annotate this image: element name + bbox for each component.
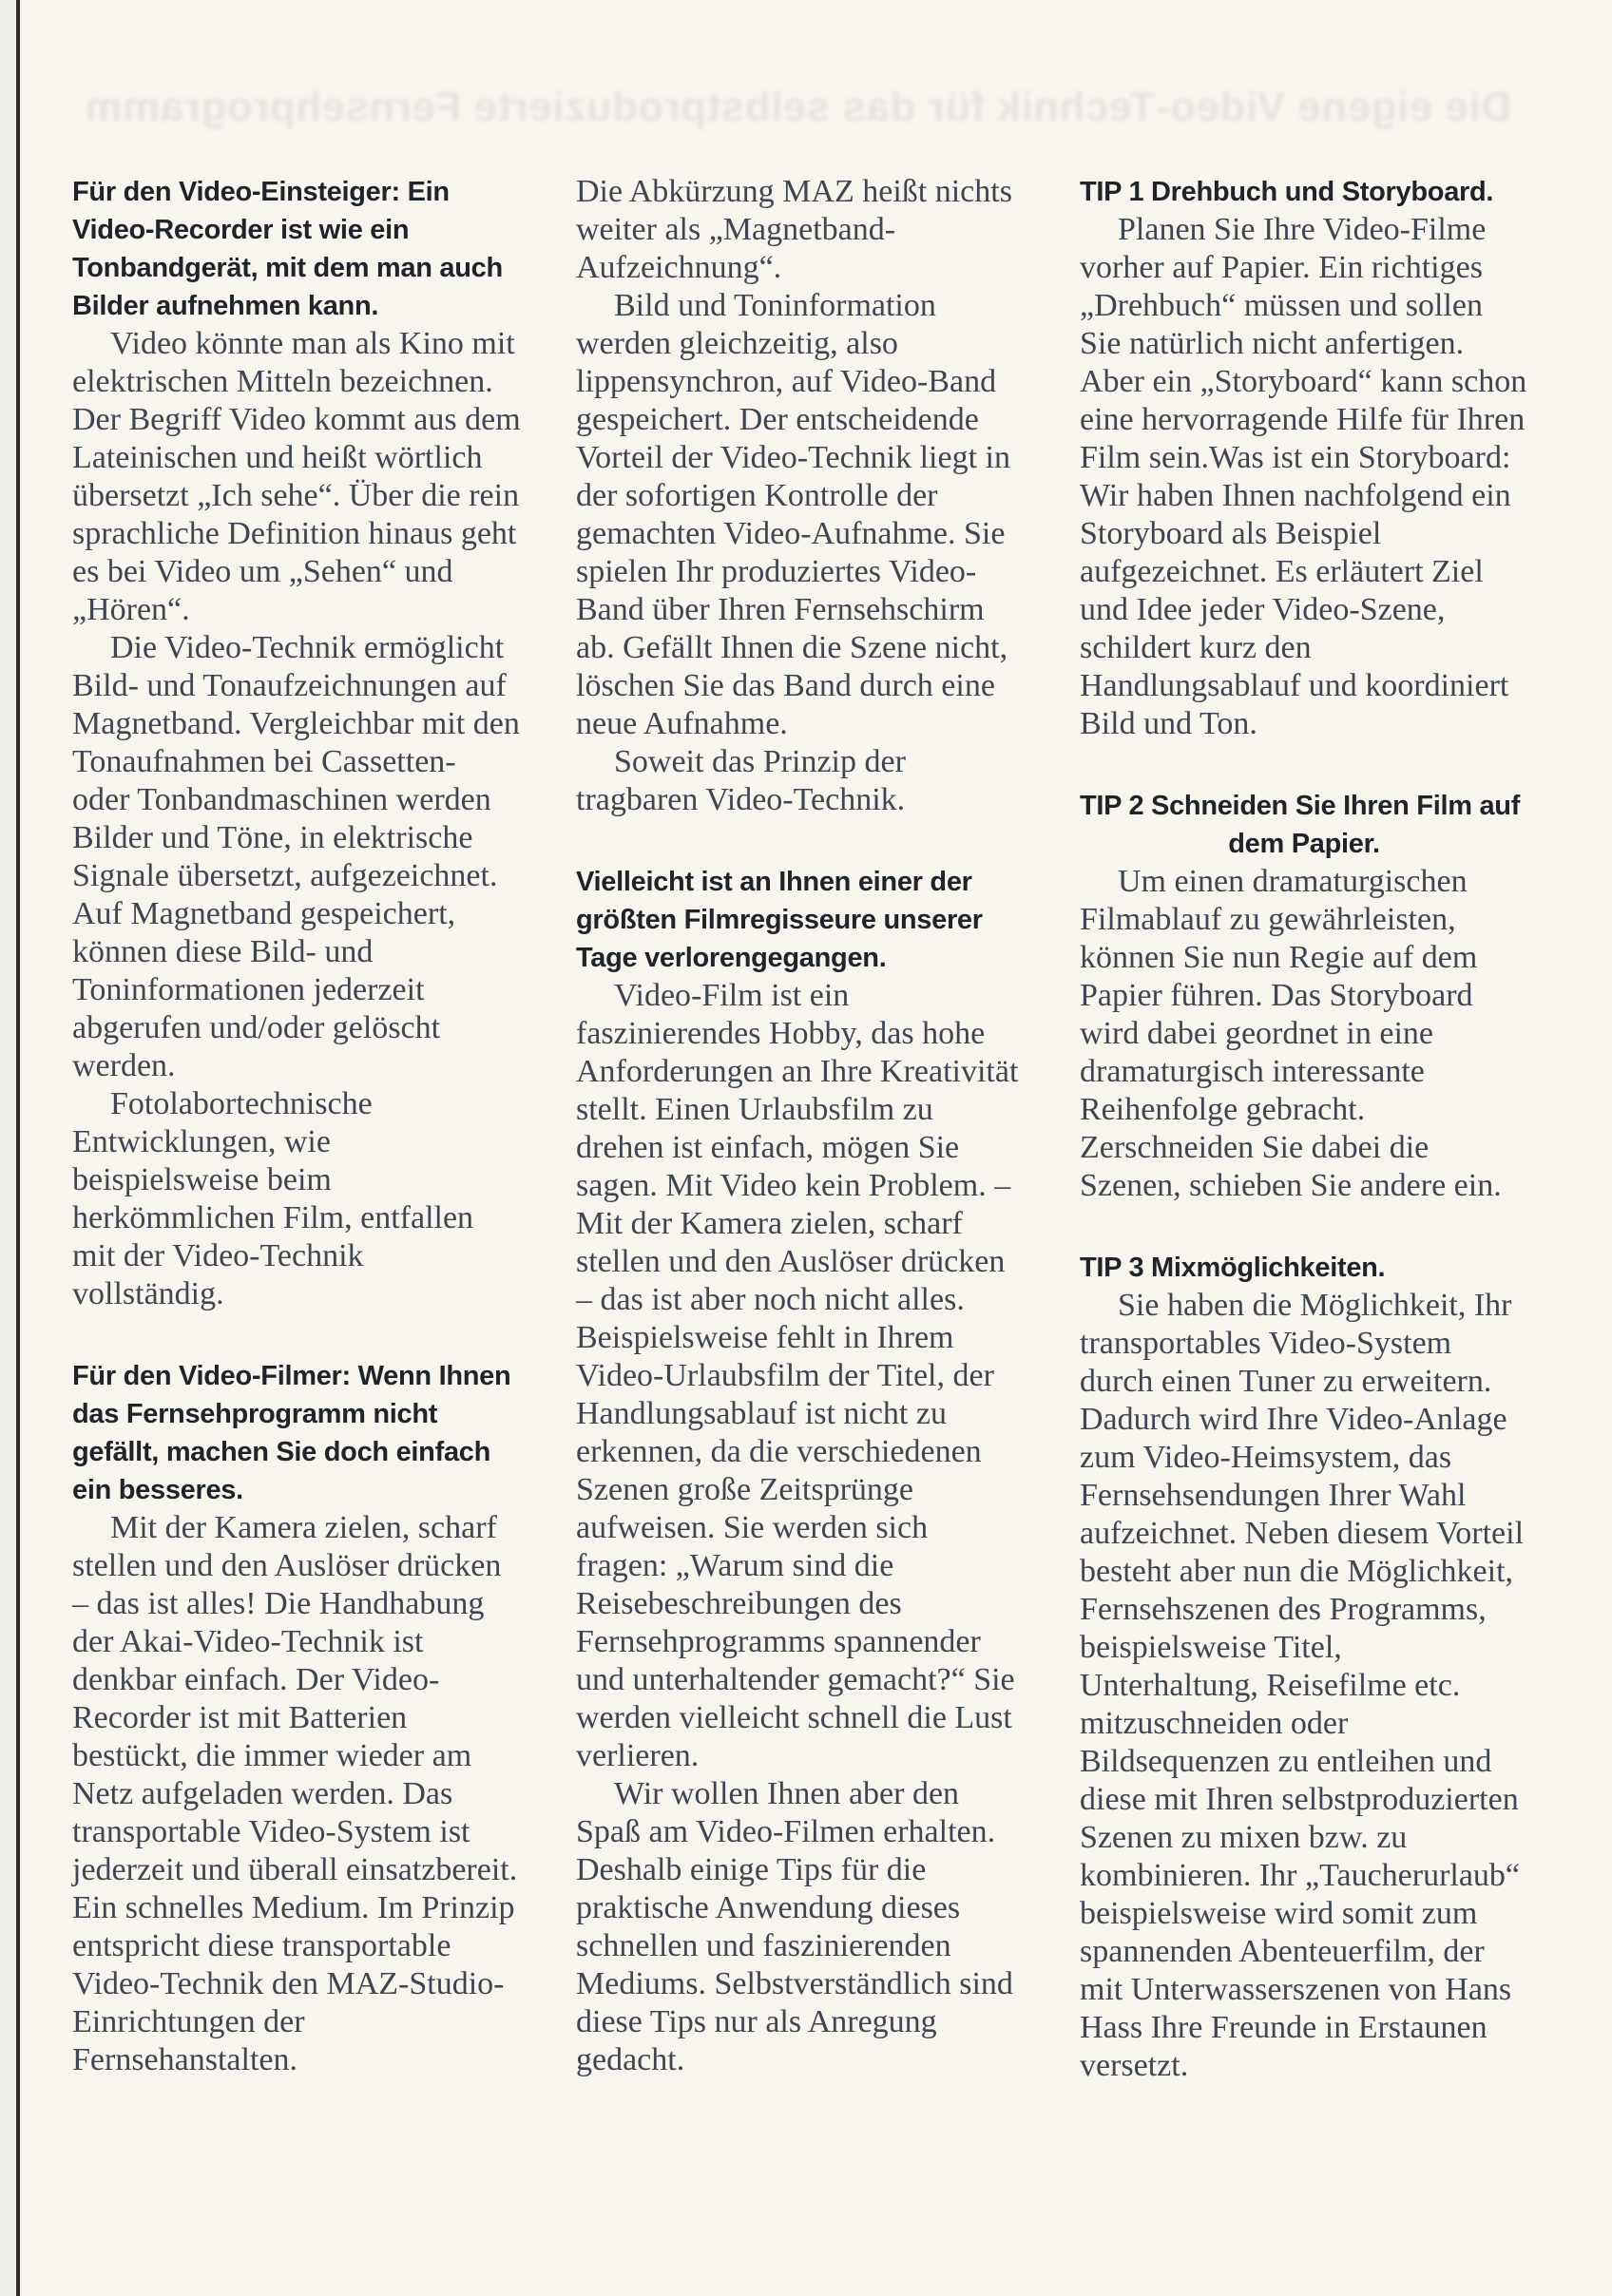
body-paragraph: Video-Film ist ein faszinierendes Hobby, das hohe Anforderungen an Ihre Kreativität stellt. Einen Urlaubsfilm zu drehen ist einfach, mögen Sie sagen. Mit Video kein Problem. – Mit der Kamera zielen, scharf stellen und den Auslöser drücken – das ist aber noch nicht alles. Beispielsweise fehlt in Ihrem Video-Urlaubsfilm der Titel, der Handlungsablauf ist nicht zu erkennen, da die verschiedenen Szenen große Zeitsprünge aufweisen. Sie werden sich fragen: „Warum sind die Reisebeschreibungen des Fernsehprogramms spannender und unterhaltender gemacht?“ Sie werden vielleicht schnell die Lust verlieren. xyxy=(576,978,1019,1773)
body-paragraph: Sie haben die Möglichkeit, Ihr transportables Video-System durch einen Tuner zu erweitern. Dadurch wird Ihre Video-Anlage zum Video-Heimsystem, das Fernsehsendungen Ihrer Wahl aufzeichnet. Neben diesem Vorteil besteht aber nun die Möglichkeit, Fernsehszenen des Programms, beispielsweise Titel, Unterhaltung, Reisefilme etc. mitzuschneiden oder Bildsequenzen zu entleihen und diese mit Ihren selbstproduzierten Szenen zu mixen bzw. zu kombinieren. Ihr „Taucherurlaub“ beispielsweise wird somit zum spannenden Abenteuerfilm, der mit Unterwasserszenen von Hans Hass Ihre Freunde in Erstaunen versetzt. xyxy=(1080,1288,1525,2083)
body-paragraph: Wir wollen Ihnen aber den Spaß am Video-Filmen erhalten. Deshalb einige Tips für die praktische Anwendung dieses schnellen und faszinierenden Mediums. Selbstverständlich sind diese Tips nur als Anregung gedacht. xyxy=(576,1776,1013,2077)
scan-edge-line xyxy=(16,0,20,2296)
body-paragraph: Um einen dramaturgischen Filmablauf zu gewährleisten, können Sie nun Regie auf dem Papier führen. Das Storyboard wird dabei geordnet in eine dramaturgisch interessante Reihenfolge gebracht. Zerschneiden Sie dabei die Szenen, schieben Sie andere ein. xyxy=(1080,864,1502,1203)
column-1 xyxy=(72,173,521,2085)
section-heading: Für den Video-Filmer: Wenn Ihnen das Fernsehprogramm nicht gefällt, machen Sie doch einfach ein besseres. xyxy=(72,1361,511,1505)
body-paragraph: Soweit das Prinzip der tragbaren Video-Technik. xyxy=(576,744,906,817)
column-3 xyxy=(1080,173,1528,2085)
body-paragraph: Bild und Toninformation werden gleichzeitig, also lippensynchron, auf Video-Band gespeichert. Der entscheidende Vorteil der Video-Technik liegt in der sofortigen Kontrolle der gemachten Video-Aufnahme. Sie spielen Ihr produziertes Video-Band über Ihren Fernsehschirm ab. Gefällt Ihnen die Szene nicht, löschen Sie das Band durch eine neue Aufnahme. xyxy=(576,288,1010,741)
section-heading: Für den Video-Einsteiger: Ein Video-Recorder ist wie ein Tonbandgerät, mit dem man auch Bilder aufnehmen kann. xyxy=(72,177,503,321)
bleed-through-header: Die eigene Video-Technik für das selbstproduzierte Fernsehprogramm xyxy=(85,84,1511,130)
body-paragraph: Die Video-Technik ermöglicht Bild- und Tonaufzeichnungen auf Magnetband. Vergleichbar mit den Tonaufnahmen bei Cassetten- oder Tonbandmaschinen werden Bilder und Töne, in elektrische Signale übersetzt, aufgezeichnet. Auf Magnetband gespeichert, können diese Bild- und Toninformationen jederzeit abgerufen und/oder gelöscht werden. xyxy=(72,630,520,1083)
body-paragraph: Mit der Kamera zielen, scharf stellen und den Auslöser drücken – das ist alles! Die Handhabung der Akai-Video-Technik ist denkbar einfach. Der Video-Recorder ist mit Batterien bestückt, die immer wieder am Netz aufgeladen werden. Das transportable Video-System ist jederzeit und überall einsatzbereit. Ein schnelles Medium. Im Prinzip entspricht diese transportable Video-Technik den MAZ-Studio-Einrichtungen der Fernsehanstalten. xyxy=(72,1510,518,2077)
scan-edge-strip xyxy=(0,0,16,2296)
section-heading: TIP 3 Mixmöglichkeiten. xyxy=(1080,1253,1386,1283)
body-paragraph: Die Abkürzung MAZ heißt nichts weiter als „Magnetband-Aufzeichnung“. xyxy=(576,174,1012,285)
section-heading: TIP 2 Schneiden Sie Ihren Film auf dem Papier. xyxy=(1080,791,1521,859)
column-2 xyxy=(576,173,1025,2085)
body-paragraph: Planen Sie Ihre Video-Filme vorher auf Papier. Ein richtiges „Drehbuch“ müssen und sollen Sie natürlich nicht anfertigen. Aber ein „Storyboard“ kann schon eine hervorragende Hilfe für Ihren Film sein.Was ist ein Storyboard: Wir haben Ihnen nachfolgend ein Storyboard als Beispiel aufgezeichnet. Es erläutert Ziel und Idee jeder Video-Szene, schildert kurz den Handlungsablauf und koordiniert Bild und Ton. xyxy=(1080,212,1527,741)
article-columns xyxy=(72,173,1528,2085)
body-paragraph: Video könnte man als Kino mit elektrischen Mitteln bezeichnen. Der Begriff Video kommt aus dem Lateinischen und heißt wörtlich übersetzt „Ich sehe“. Über die rein sprachliche Definition hinaus geht es bei Video um „Sehen“ und „Hören“. xyxy=(72,326,521,627)
section-heading: TIP 1 Drehbuch und Storyboard. xyxy=(1080,177,1494,207)
body-paragraph: Fotolabortechnische Entwicklungen, wie beispielsweise beim herkömmlichen Film, entfallen mit der Video-Technik vollständig. xyxy=(72,1086,474,1311)
section-heading: Vielleicht ist an Ihnen einer der größten Filmregisseure unserer Tage verlorengegangen. xyxy=(576,867,983,973)
